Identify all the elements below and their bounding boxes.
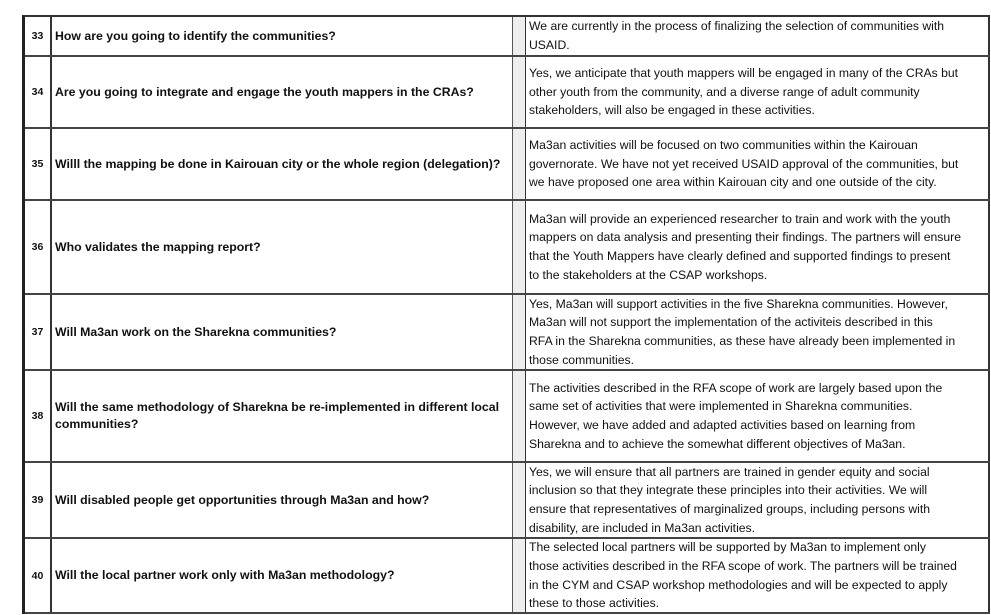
question-text: Will the local partner work only with Ma3an methodology? xyxy=(52,539,513,612)
answer-line: mappers on data analysis and presenting their findings. The partners will ensure xyxy=(529,230,962,245)
answer-text xyxy=(526,463,990,537)
question-number: 33 xyxy=(25,17,52,55)
question-number: 38 xyxy=(25,371,52,461)
question-number: 36 xyxy=(25,201,52,293)
spacer-column xyxy=(513,57,526,127)
answer-text xyxy=(526,201,990,293)
answer-line: We are currently in the process of finalizing the selection of communities with xyxy=(529,19,945,34)
spacer-column xyxy=(513,295,526,369)
answer-line: ensure that representatives of marginalized groups, including persons with xyxy=(529,502,931,516)
answer-line: The selected local partners will be supported by Ma3an to implement only xyxy=(529,540,926,555)
answer-line: stakeholders, will also be engaged in these activities. xyxy=(529,103,815,118)
answer-line: Yes, Ma3an will support activities in the five Sharekna communities. However, xyxy=(529,296,948,311)
question-text: How are you going to identify the communities? xyxy=(52,17,513,55)
spacer-column xyxy=(513,539,526,612)
table-row xyxy=(25,539,990,614)
spacer-column xyxy=(513,17,526,55)
question-number: 35 xyxy=(25,129,52,199)
faq-table xyxy=(22,15,990,614)
answer-text xyxy=(526,539,990,612)
answer-line: The activities described in the RFA scope of work are largely based upon the xyxy=(529,380,943,395)
answer-text xyxy=(526,129,990,199)
spacer-column xyxy=(513,463,526,537)
spacer-column xyxy=(513,371,526,461)
table-row xyxy=(25,201,990,295)
table-row xyxy=(25,463,990,539)
answer-line: Yes, we anticipate that youth mappers will be engaged in many of the CRAs but xyxy=(529,66,959,81)
answer-line: that the Youth Mappers have clearly defined and supported findings to present xyxy=(529,249,951,263)
question-text: Will the same methodology of Sharekna be re-implemented in different local communities? xyxy=(52,371,513,461)
answer-line: inclusion so that they integrate these principles into their activities. We will xyxy=(529,483,928,498)
answer-text xyxy=(526,295,990,369)
question-text: Are you going to integrate and engage the youth mappers in the CRAs? xyxy=(52,57,513,127)
answer-line: RFA in the Sharekna communities, as these have already been implemented in xyxy=(529,334,956,348)
answer-line: Ma3an activities will be focused on two communities within the Kairouan xyxy=(529,138,918,153)
answer-text xyxy=(526,57,990,127)
answer-line: However, we have added and adapted activities based on learning from xyxy=(529,418,916,432)
answer-text xyxy=(526,371,990,461)
answer-line: those communities. xyxy=(529,352,634,367)
question-number: 40 xyxy=(25,539,52,612)
answer-line: Ma3an will not support the implementation of the activiteis described in this xyxy=(529,315,933,330)
answer-line: other youth from the community, and a diverse range of adult community xyxy=(529,84,920,99)
question-text: Who validates the mapping report? xyxy=(52,201,513,293)
question-number: 34 xyxy=(25,57,52,127)
table-row xyxy=(25,57,990,129)
table-row xyxy=(25,129,990,201)
answer-line: Yes, we will ensure that all partners are trained in gender equity and social xyxy=(529,464,930,479)
answer-line: to the stakeholders at the CSAP workshops. xyxy=(529,267,768,282)
spacer-column xyxy=(513,201,526,293)
table-row xyxy=(25,17,990,57)
spacer-column xyxy=(513,129,526,199)
answer-line: same set of activities that were implemented in Sharekna communities. xyxy=(529,399,913,414)
answer-line: these to those activities. xyxy=(529,596,660,611)
answer-line: in the CYM and CSAP workshop methodologies and will be expected to apply xyxy=(529,577,948,592)
question-number: 39 xyxy=(25,463,52,537)
answer-line: those activities described in the RFA scope of work. The partners will be trained xyxy=(529,558,957,573)
question-text: Willl the mapping be done in Kairouan city or the whole region (delegation)? xyxy=(52,129,513,199)
question-text: Will disabled people get opportunities through Ma3an and how? xyxy=(52,463,513,537)
answer-line: governorate. We have not yet received USAID approval of the communities, but xyxy=(529,156,959,171)
answer-text xyxy=(526,17,990,55)
answer-line: Ma3an will provide an experienced researcher to train and work with the youth xyxy=(529,211,951,226)
answer-line: USAID. xyxy=(529,38,570,52)
table-row xyxy=(25,371,990,463)
answer-line: we have proposed one area within Kairouan city and one outside of the city. xyxy=(529,175,937,190)
question-number: 37 xyxy=(25,295,52,369)
answer-line: Sharekna and to achieve the somewhat different objectives of Ma3an. xyxy=(529,436,906,451)
table-row xyxy=(25,295,990,371)
question-text: Will Ma3an work on the Sharekna communities? xyxy=(52,295,513,369)
answer-line: disability, are included in Ma3an activities. xyxy=(529,520,756,535)
